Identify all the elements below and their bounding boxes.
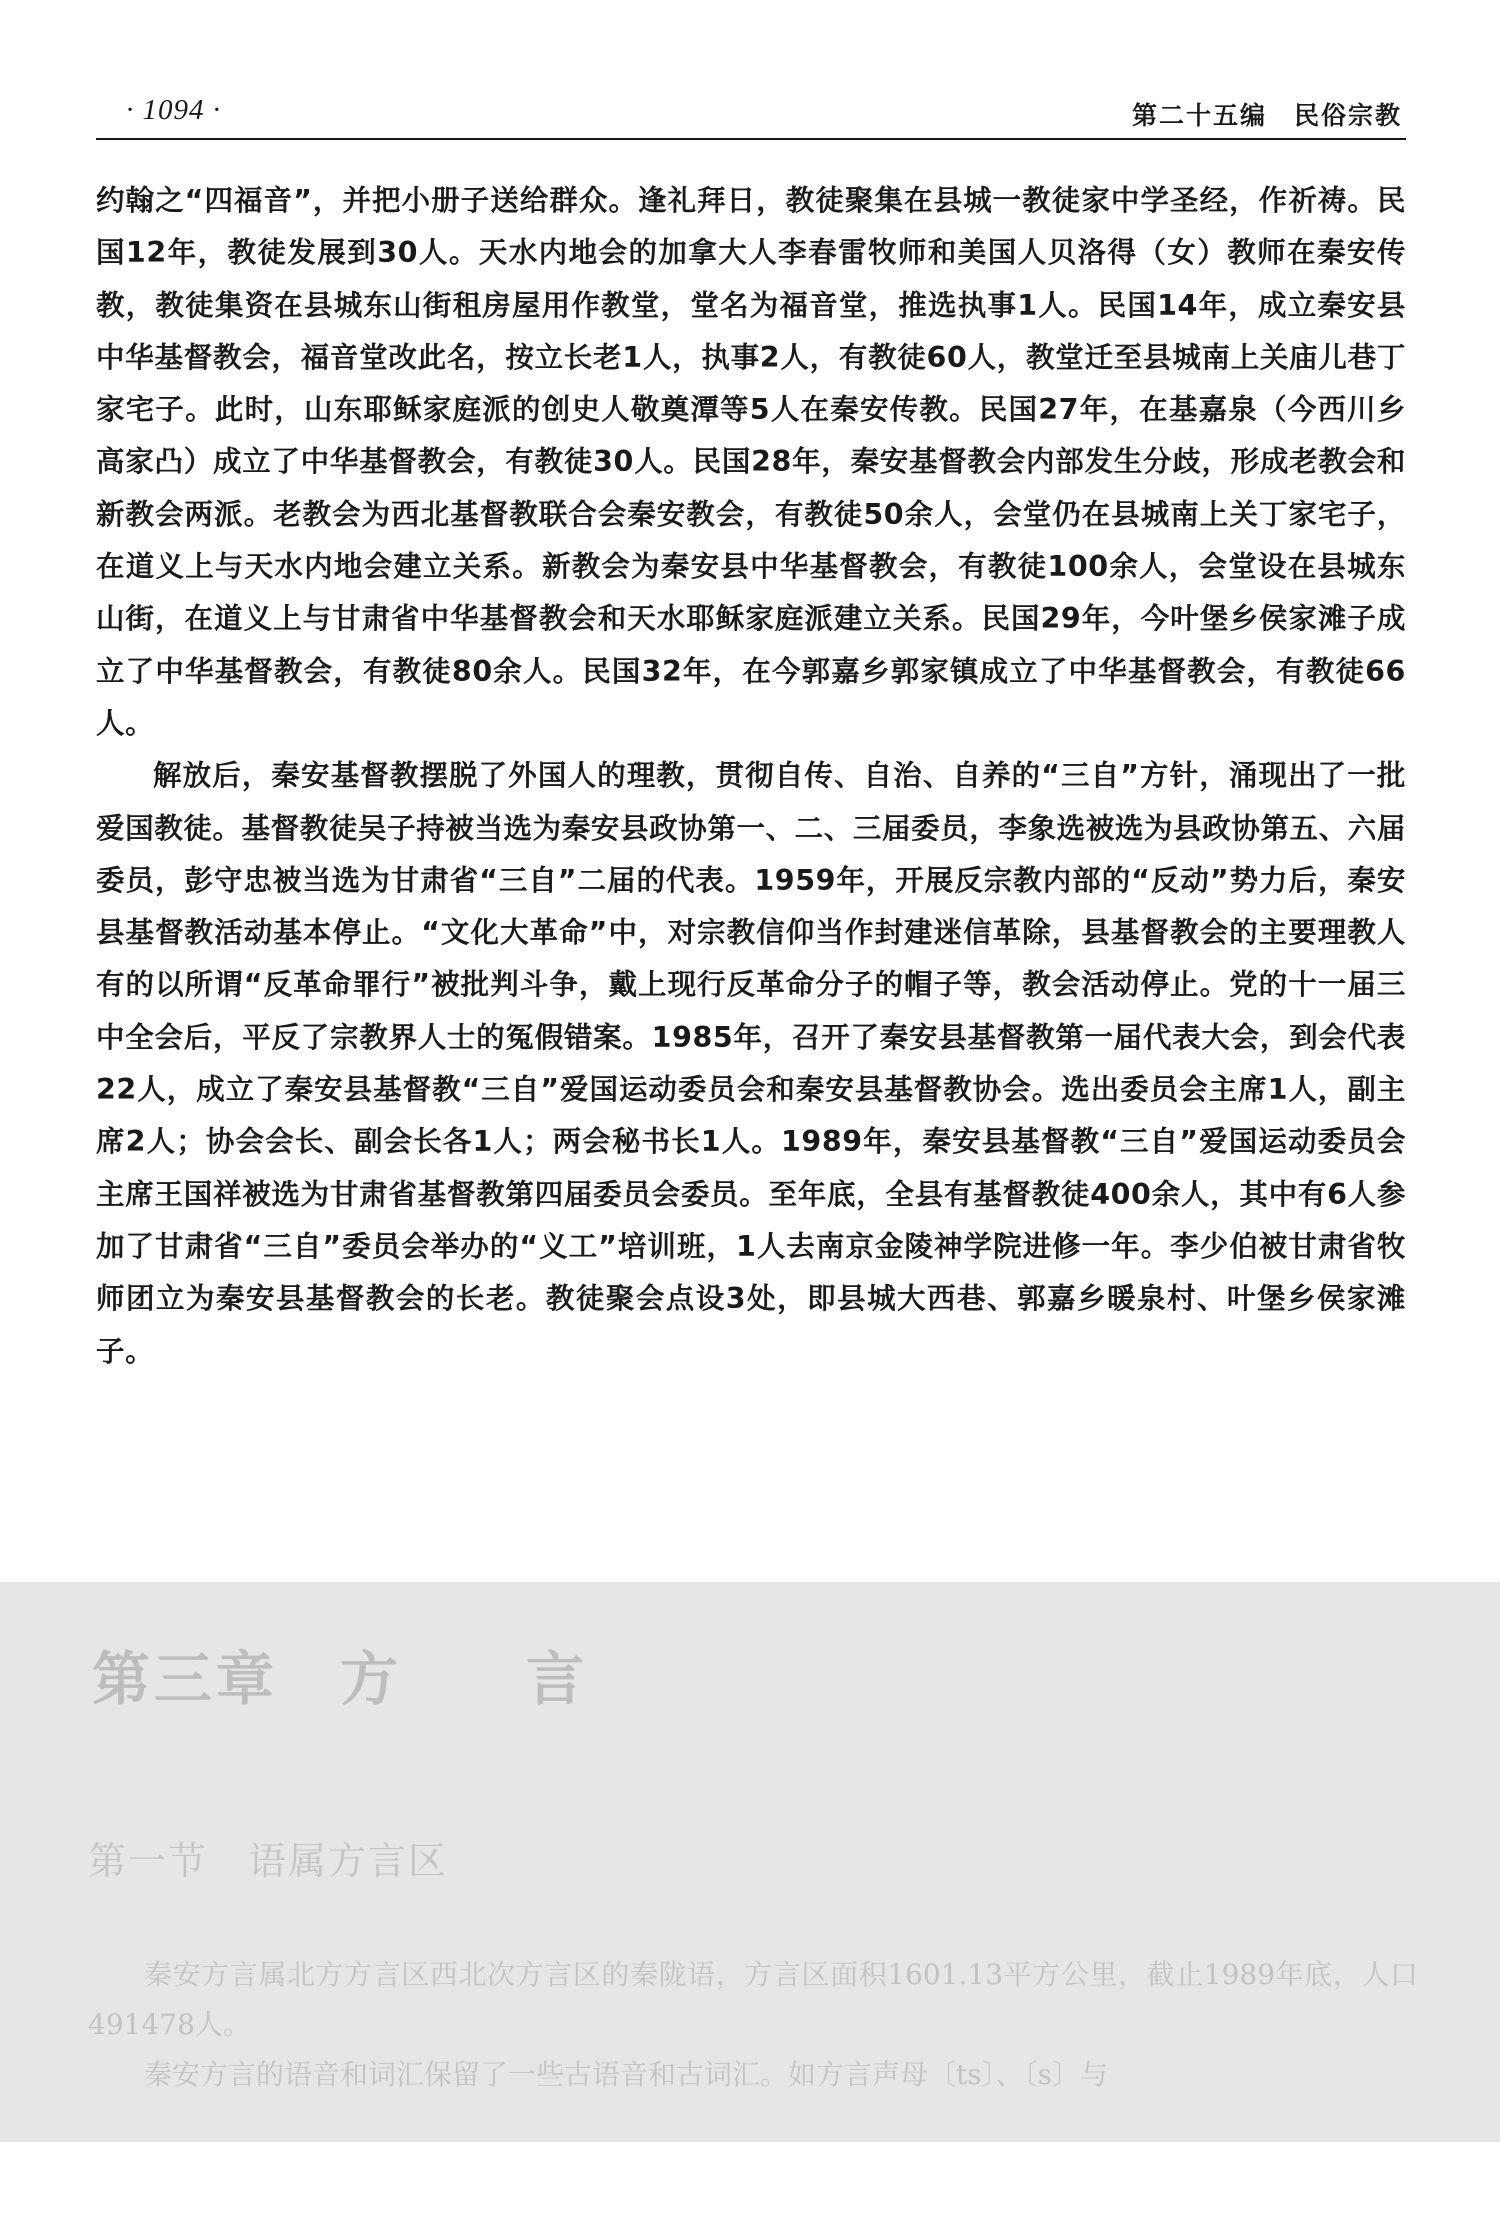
body-text	[96, 175, 1406, 1378]
section-title: 第一节 语属方言区	[88, 1839, 449, 1883]
page-header	[96, 92, 1406, 140]
body-paragraph-2: 解放后，秦安基督教摆脱了外国人的理教，贯彻自传、自治、自养的“三自”方针，涌现出了一批爱国教徒。基督教徒吴子持被当选为秦安县政协第一、二、三届委员，李象选被选为县政协第五、六届委员，彭守忠被当选为甘肃省“三自”二届的代表。1959年，开展反宗教内部的“反动”势力后，秦安县基督教活动基本停止。“文化大革命”中，对宗教信仰当作封建迷信革除，县基督教会的主要理教人有的以所谓“反革命罪行”被批判斗争，戴上现行反革命分子的帽子等，教会活动停止。党的十一届三中全会后，平反了宗教界人士的冤假错案。1985年，召开了秦安县基督教第一届代表大会，到会代表22人，成立了秦安县基督教“三自”爱国运动委员会和秦安县基督教协会。选出委员会主席1人，副主席2人；协会会长、副会长各1人；两会秘书长1人。1989年，秦安县基督教“三自”爱国运动委员会主席王国祥被选为甘肃省基督教第四届委员会委员。至年底，全县有基督教徒400余人，其中有6人参加了甘肃省“三自”委员会举办的“义工”培训班，1人去南京金陵神学院进修一年。李少伯被甘肃省牧师团立为秦安县基督教会的长老。教徒聚会点设3处，即县城大西巷、郭嘉乡暖泉村、叶堡乡侯家滩子。	[96, 759, 1406, 1368]
body-paragraph-1: 约翰之“四福音”，并把小册子送给群众。逢礼拜日，教徒聚集在县城一教徒家中学圣经，作祈祷。民国12年，教徒发展到30人。天水内地会的加拿大人李春雷牧师和美国人贝洛得（女）教师在秦安传教，教徒集资在县城东山街租房屋用作教堂，堂名为福音堂，推选执事1人。民国14年，成立秦安县中华基督教会，福音堂改此名，按立长老1人，执事2人，有教徒60人，教堂迁至县城南上关庙儿巷丁家宅子。此时，山东耶稣家庭派的创史人敬奠潭等5人在秦安传教。民国27年，在基嘉泉（今西川乡高家凸）成立了中华基督教会，有教徒30人。民国28年，秦安基督教会内部发生分歧，形成老教会和新教会两派。老教会为西北基督教联合会秦安教会，有教徒50余人，会堂仍在县城南上关丁家宅子，在道义上与天水内地会建立关系。新教会为秦安县中华基督教会，有教徒100余人，会堂设在县城东山街，在道义上与甘肃省中华基督教会和天水耶稣家庭派建立关系。民国29年，今叶堡乡侯家滩子成立了中华基督教会，有教徒80余人。民国32年，在今郭嘉乡郭家镇成立了中华基督教会，有教徒66人。	[96, 184, 1406, 740]
running-head: 第二十五编 民俗宗教	[1131, 101, 1402, 130]
chapter-title: 第三章 方 言	[92, 1645, 589, 1713]
section-paragraph-2: 秦安方言的语音和词汇保留了一些古语音和古词汇。如方言声母〔ts〕、〔s〕与	[144, 2058, 1108, 2091]
page-number: · 1094 ·	[126, 94, 221, 126]
faded-overlay-region	[0, 1582, 1500, 2142]
section-body-text	[88, 1950, 1418, 2100]
section-paragraph-1: 秦安方言属北方方言区西北次方言区的秦陇语，方言区面积1601.13平方公里，截止1989年底，人口491478人。	[88, 1958, 1418, 2041]
